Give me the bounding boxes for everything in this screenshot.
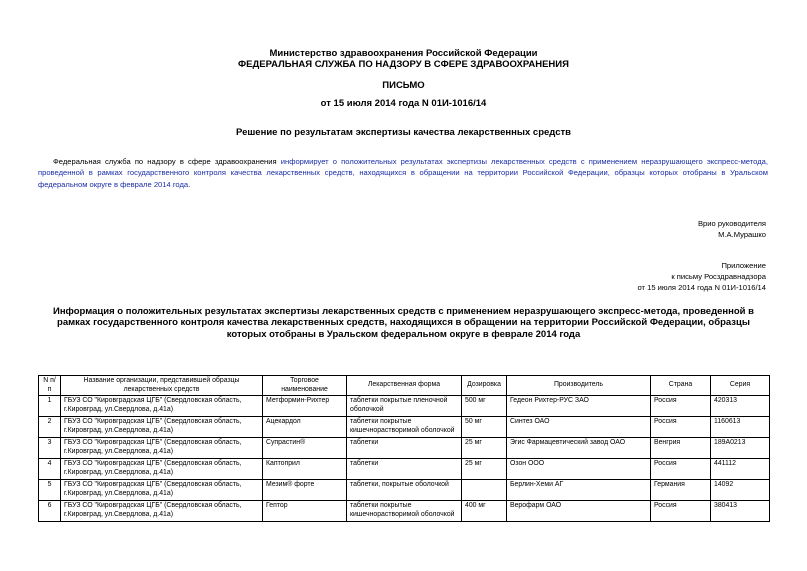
table-cell: Озон ООО	[507, 459, 651, 480]
intro-paragraph	[38, 156, 768, 190]
table-cell: Синтез ОАО	[507, 417, 651, 438]
intro-text-start: Федеральная служба по надзору в сфере здравоохранения	[53, 157, 281, 166]
table-cell: Гедеон Рихтер-РУС ЗАО	[507, 396, 651, 417]
table-cell: 25 мг	[462, 438, 507, 459]
table-cell: Верофарм ОАО	[507, 501, 651, 522]
column-header: Название организации, представившей образцы лекарственных средств	[61, 376, 263, 396]
column-header: Серия	[711, 376, 770, 396]
table-cell: 441112	[711, 459, 770, 480]
table-cell: таблетки покрытые пленочной оболочкой	[347, 396, 462, 417]
table-cell: таблетки	[347, 459, 462, 480]
table-row	[39, 417, 770, 438]
table-row	[39, 480, 770, 501]
table-cell: 380413	[711, 501, 770, 522]
table-cell: 6	[39, 501, 61, 522]
table-cell: Гептор	[263, 501, 347, 522]
table-cell: ГБУЗ СО "Кировградская ЦГБ" (Свердловская область, г.Кировград, ул.Свердлова, д.41а)	[61, 480, 263, 501]
appendix-line-1: Приложение	[721, 261, 766, 270]
info-title: Информация о положительных результатах экспертизы лекарственных средств с применением неразрушающего экспресс-метода, проведенной в рамках государственного контроля качества лекарственных средств, находящихся в обращении на территории Российской Федерации, образцы которых отобраны в Уральском федеральном округе в феврале 2014 года	[52, 306, 754, 340]
table-cell: Ацекардол	[263, 417, 347, 438]
table-cell: Берлин-Хеми АГ	[507, 480, 651, 501]
table-cell: Каптоприл	[263, 459, 347, 480]
table-cell: 1160613	[711, 417, 770, 438]
table-cell: таблетки покрытые кишечнорастворимой оболочкой	[347, 501, 462, 522]
table-cell: ГБУЗ СО "Кировградская ЦГБ" (Свердловская область, г.Кировград, ул.Свердлова, д.41а)	[61, 417, 263, 438]
table-cell: таблетки покрытые кишечнорастворимой оболочкой	[347, 417, 462, 438]
column-header: N п/п	[39, 376, 61, 396]
ministry-title: Министерство здравоохранения Российской Федерации	[269, 48, 538, 59]
table-cell: 14092	[711, 480, 770, 501]
table-cell: Россия	[651, 459, 711, 480]
table-cell: 50 мг	[462, 417, 507, 438]
table-row	[39, 501, 770, 522]
table-cell: ГБУЗ СО "Кировградская ЦГБ" (Свердловская область, г.Кировград, ул.Свердлова, д.41а)	[61, 396, 263, 417]
table-cell: Германия	[651, 480, 711, 501]
table-cell: Эгис Фармацевтический завод ОАО	[507, 438, 651, 459]
table-cell: ГБУЗ СО "Кировградская ЦГБ" (Свердловская область, г.Кировград, ул.Свердлова, д.41а)	[61, 501, 263, 522]
appendix-block	[637, 260, 766, 293]
results-table	[38, 375, 770, 522]
table-cell: Метформин-Рихтер	[263, 396, 347, 417]
table-cell: 3	[39, 438, 61, 459]
table-cell: 2	[39, 417, 61, 438]
table-cell: 420313	[711, 396, 770, 417]
table-cell: таблетки	[347, 438, 462, 459]
table-cell: 500 мг	[462, 396, 507, 417]
table-cell: Россия	[651, 396, 711, 417]
column-header: Торговое наименование	[263, 376, 347, 396]
column-header: Дозировка	[462, 376, 507, 396]
column-header: Лекарственная форма	[347, 376, 462, 396]
table-cell: ГБУЗ СО "Кировградская ЦГБ" (Свердловская область, г.Кировград, ул.Свердлова, д.41а)	[61, 438, 263, 459]
intro-link[interactable]: информирует о положительных результатах экспертизы лекарственных средств с применением неразрушающего экспресс-метода, проведенной в рамках государственного контроля качества лекарственных средств, находящихся в обращении на территории Российской Федерации, образцы которых отобраны в Уральском федеральном округе в феврале 2014 года	[38, 157, 768, 189]
appendix-line-3: от 15 июля 2014 года N 01И-1016/14	[637, 283, 766, 292]
signature-position: Врио руководителя	[697, 219, 766, 228]
document-type: ПИСЬМО	[382, 80, 425, 91]
table-cell: ГБУЗ СО "Кировградская ЦГБ" (Свердловская область, г.Кировград, ул.Свердлова, д.41а)	[61, 459, 263, 480]
table-cell: Россия	[651, 501, 711, 522]
table-cell: 1	[39, 396, 61, 417]
table-cell: 4	[39, 459, 61, 480]
service-title: ФЕДЕРАЛЬНАЯ СЛУЖБА ПО НАДЗОРУ В СФЕРЕ ЗДРАВООХРАНЕНИЯ	[238, 59, 569, 70]
signature-name: М.А.Мурашко	[718, 230, 766, 239]
signature-block	[698, 218, 766, 240]
table-cell: Мезим® форте	[263, 480, 347, 501]
table-cell	[462, 480, 507, 501]
table-row	[39, 396, 770, 417]
table-cell: 5	[39, 480, 61, 501]
table-row	[39, 459, 770, 480]
table-cell: Супрастин®	[263, 438, 347, 459]
table-cell: Венгрия	[651, 438, 711, 459]
table-cell: 400 мг	[462, 501, 507, 522]
table-cell: Россия	[651, 417, 711, 438]
table-header-row	[39, 376, 770, 396]
table-row	[39, 438, 770, 459]
table-cell: 25 мг	[462, 459, 507, 480]
intro-text-end: .	[188, 179, 191, 189]
document-subject: Решение по результатам экспертизы качества лекарственных средств	[236, 127, 571, 138]
table-cell: 189А0213	[711, 438, 770, 459]
column-header: Страна	[651, 376, 711, 396]
column-header: Производитель	[507, 376, 651, 396]
document-date: от 15 июля 2014 года N 01И-1016/14	[320, 98, 487, 109]
appendix-line-2: к письму Росздравнадзора	[671, 272, 766, 281]
table-cell: таблетки, покрытые оболочкой	[347, 480, 462, 501]
